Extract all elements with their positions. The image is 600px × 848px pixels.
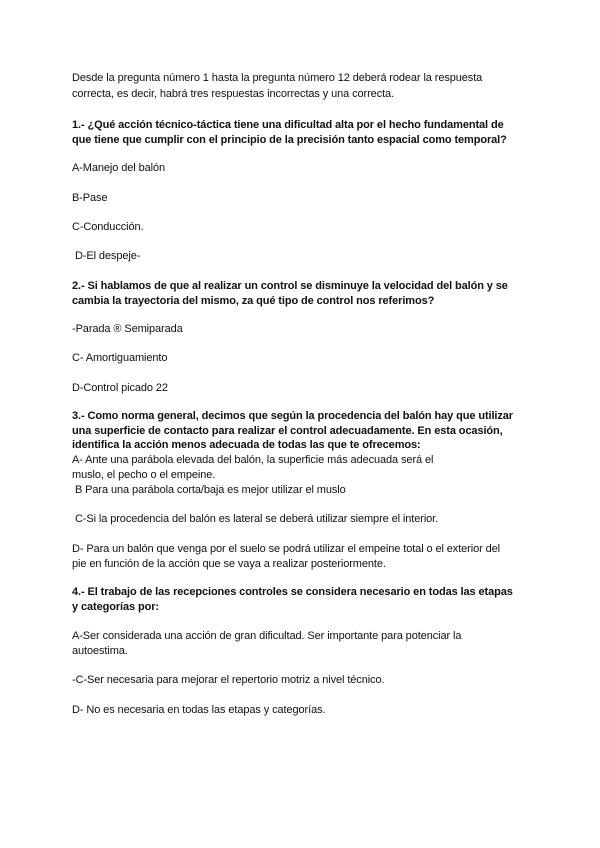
q1-option-a: A-Manejo del balón <box>72 162 165 174</box>
q4-question-line-1: 4.- El trabajo de las recepciones controles se considera necesario en todas las etapas <box>72 586 513 598</box>
q1-question-line-1: 1.- ¿Qué acción técnico-táctica tiene una dificultad alta por el hecho fundamental de <box>72 119 504 131</box>
q2-option-d: D-Control picado 22 <box>72 382 168 394</box>
q2-question-line-1: 2.- Si hablamos de que al realizar un control se disminuye la velocidad del balón y se <box>72 280 508 292</box>
q3-option-a-line-2: muslo, el pecho o el empeine. <box>72 469 216 481</box>
q1-option-c: C-Conducción. <box>72 221 144 233</box>
q1-question-line-2: que tiene que cumplir con el principio de la precisión tanto espacial como temporal? <box>72 134 507 146</box>
q1-option-d: D-El despeje- <box>72 250 141 262</box>
q3-question-line-1: 3.- Como norma general, decimos que según la procedencia del balón hay que utilizar <box>72 410 513 422</box>
q3-option-d-line-1: D- Para un balón que venga por el suelo se podrá utilizar el empeine total o el exterior del <box>72 543 501 555</box>
q4-option-d: D- No es necesaria en todas las etapas y categorías. <box>72 704 326 716</box>
q4-option-a-line-1: A-Ser considerada una acción de gran dificultad. Ser importante para potenciar la <box>72 630 462 642</box>
intro-line-2: correcta, es decir, habrá tres respuestas incorrectas y una correcta. <box>72 88 395 100</box>
q3-question-line-3: identifica la acción menos adecuada de todas las que te ofrecemos: <box>72 439 421 451</box>
q4-question-line-2: y categorías por: <box>72 601 159 613</box>
q1-option-b: B-Pase <box>72 192 108 204</box>
q2-option-parada: -Parada ® Semiparada <box>72 323 183 335</box>
q3-option-c: C-Si la procedencia del balón es lateral se deberá utilizar siempre el interior. <box>72 513 439 525</box>
q2-question-line-2: cambia la trayectoria del mismo, za qué tipo de control nos referimos? <box>72 295 435 307</box>
q4-option-a-line-2: autoestima. <box>72 645 128 657</box>
q3-question-line-2: una superficie de contacto para realizar el control adecuadamente. En esta ocasión, <box>72 425 503 437</box>
q3-option-b: B Para una parábola corta/baja es mejor utilizar el muslo <box>72 484 346 496</box>
q2-option-c: C- Amortiguamiento <box>72 352 168 364</box>
q3-option-a-line-1: A- Ante una parábola elevada del balón, la superficie más adecuada será el <box>72 454 434 466</box>
intro-line-1: Desde la pregunta número 1 hasta la pregunta número 12 deberá rodear la respuesta <box>72 72 483 84</box>
q3-option-d-line-2: pie en función de la acción que se vaya a realizar posteriormente. <box>72 558 386 570</box>
q4-option-c: -C-Ser necesaria para mejorar el repertorio motriz a nivel técnico. <box>72 674 385 686</box>
